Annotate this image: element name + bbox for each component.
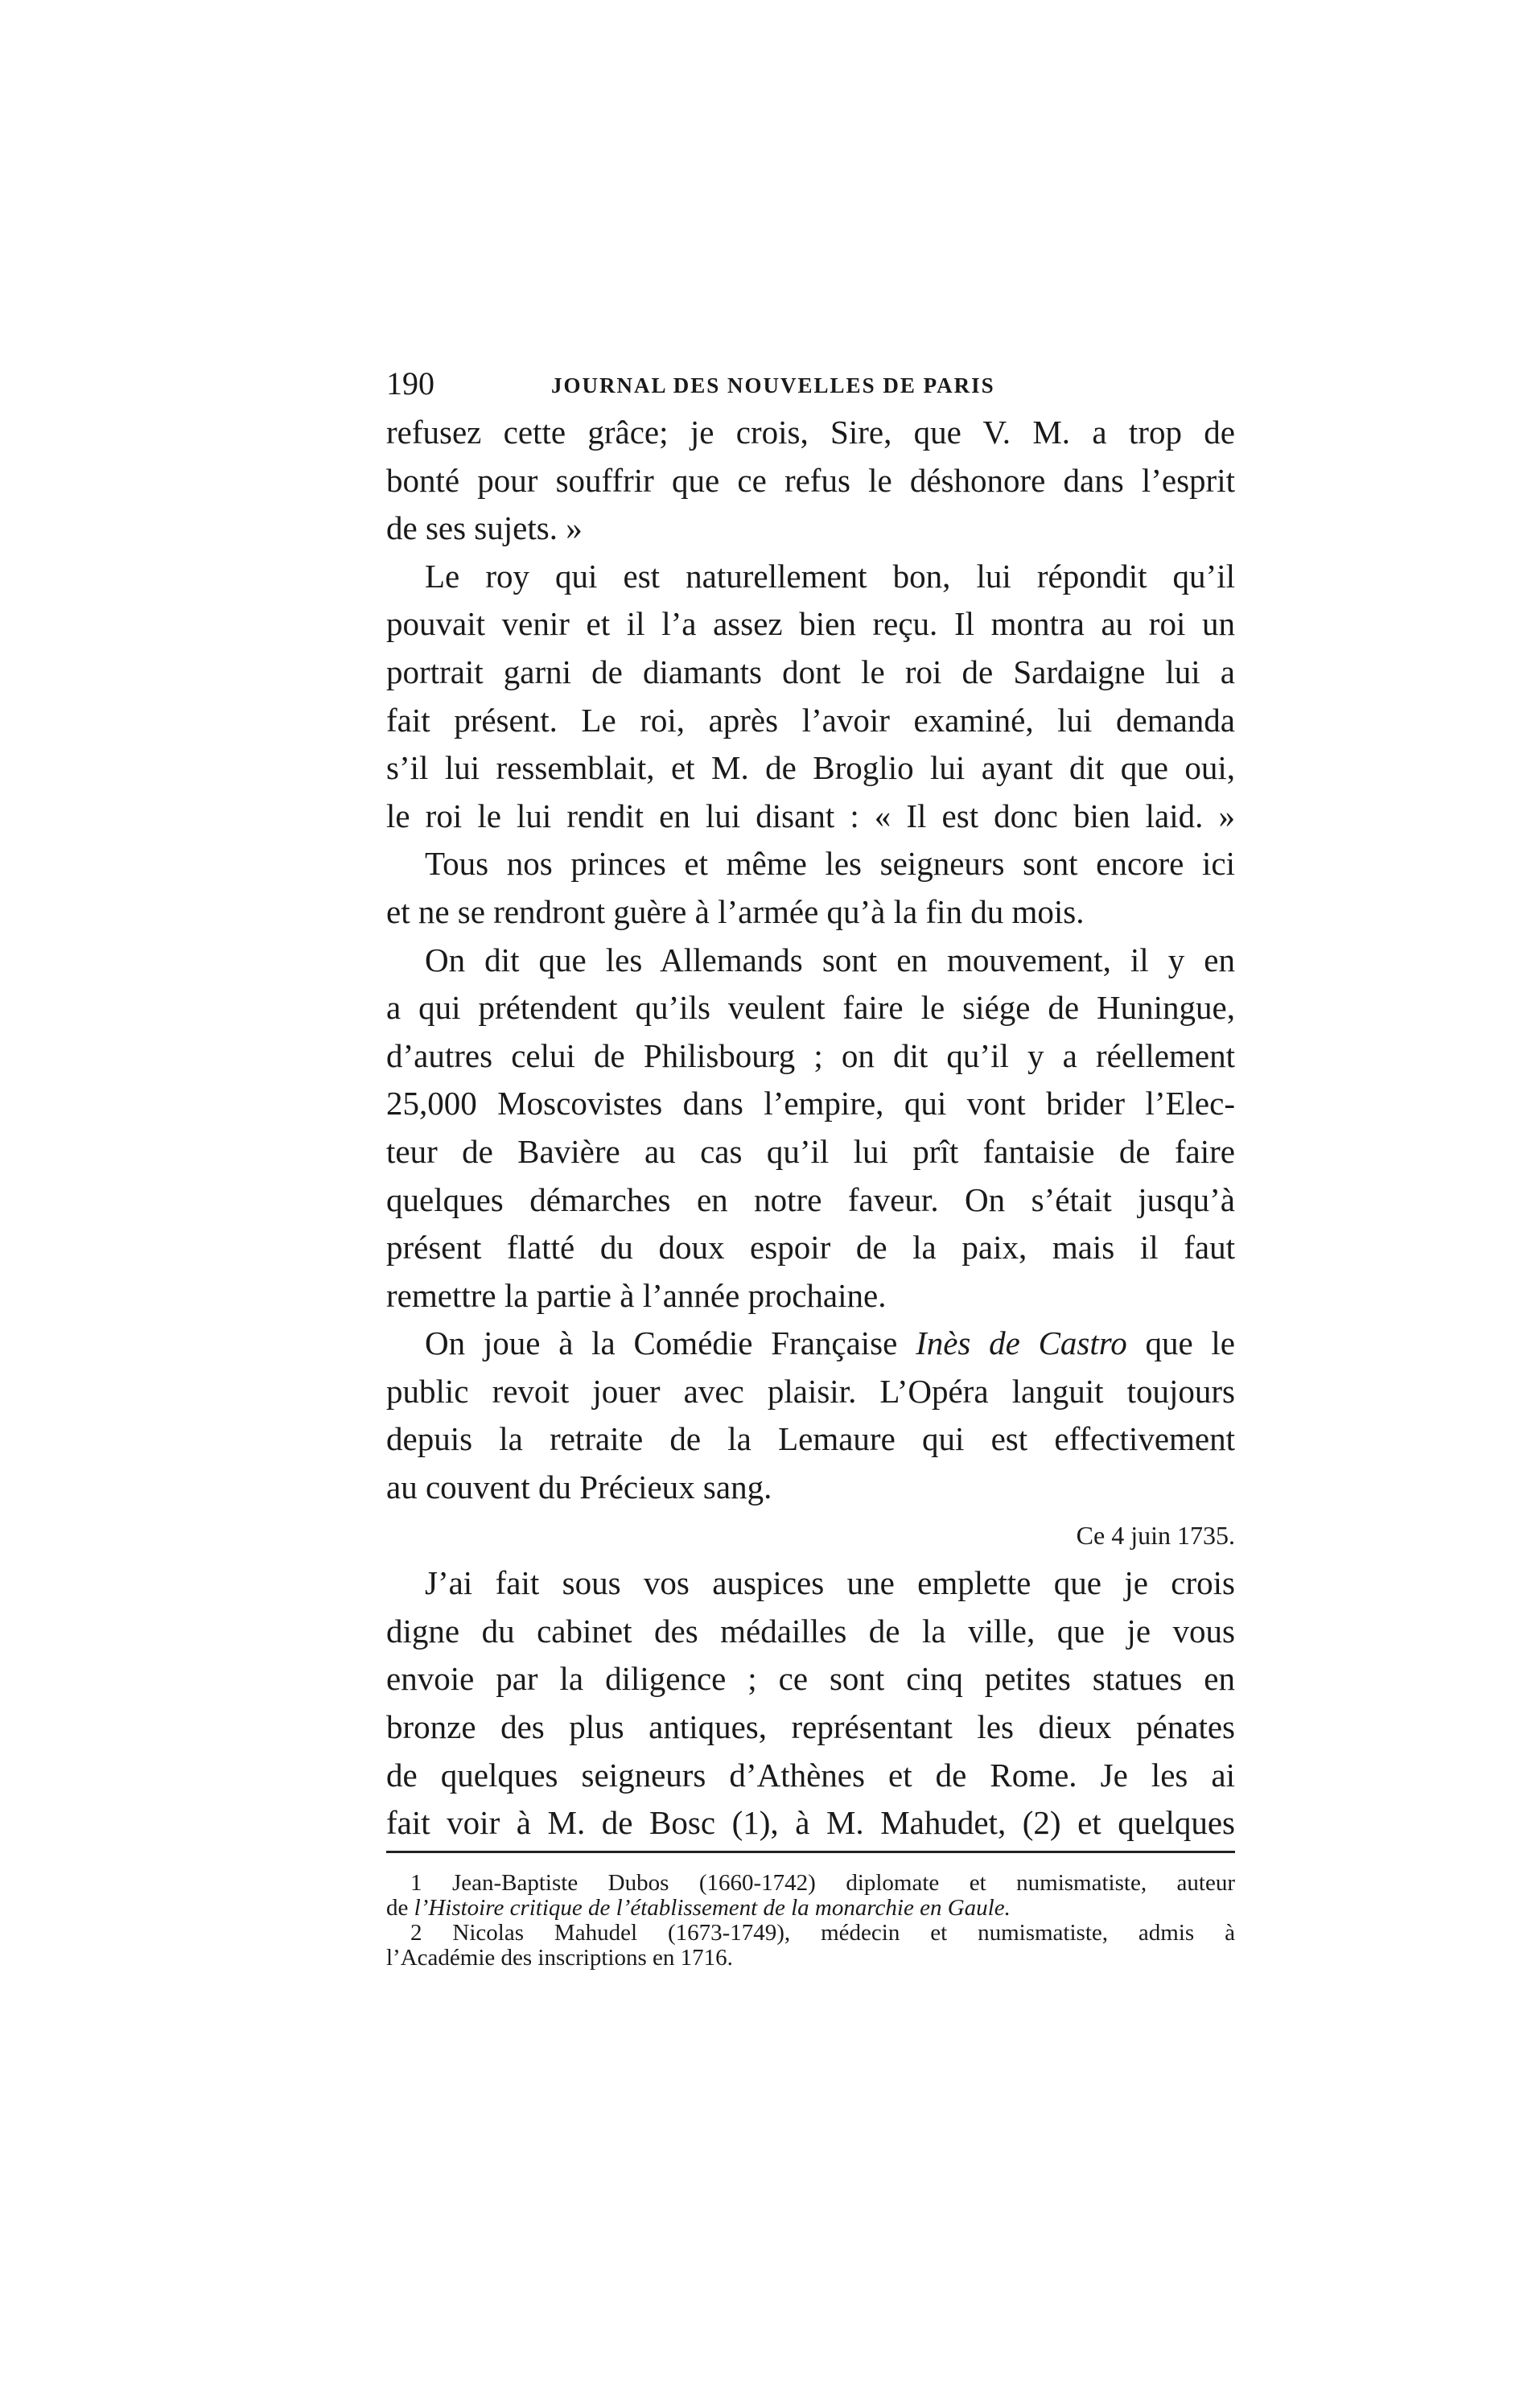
- text-line: refusez cette grâce; je crois, Sire, que V. M. a trop de: [386, 414, 1235, 451]
- text-line: fait voir à M. de Bosc (1), à M. Mahudet, (2) et quelques: [386, 1804, 1235, 1842]
- text-line: depuis la retraite de la Lemaure qui est effectivement: [386, 1420, 1235, 1458]
- text-line: fait présent. Le roi, après l’avoir examiné, lui demanda: [386, 701, 1235, 739]
- text-line: public revoit jouer avec plaisir. L’Opéra languit toujours: [386, 1372, 1235, 1410]
- text-segment: de: [386, 1895, 414, 1921]
- text-line: d’autres celui de Philisbourg ; on dit qu’il y a réellement: [386, 1036, 1235, 1074]
- footnote-line: l’Académie des inscriptions en 1716.: [386, 1945, 733, 1971]
- footnote-line: 2 Nicolas Mahudel (1673-1749), médecin et numismatiste, admis à: [410, 1920, 1235, 1946]
- text-line: présent flatté du doux espoir de la paix, mais il faut: [386, 1229, 1235, 1267]
- text-line: et ne se rendront guère à l’armée qu’à la fin du mois.: [386, 892, 1085, 930]
- book-title: l’Histoire critique de l’établissement de la monarchie en Gaule.: [414, 1895, 1011, 1921]
- text-line: Le roy qui est naturellement bon, lui répondit qu’il: [425, 557, 1235, 595]
- body-text: [386, 409, 1235, 1847]
- footnotes: [386, 1871, 1235, 1971]
- running-title: JOURNAL DES NOUVELLES DE PARIS: [551, 373, 995, 398]
- text-line: au couvent du Précieux sang.: [386, 1468, 772, 1506]
- text-line: de quelques seigneurs d’Athènes et de Rome. Je les ai: [386, 1756, 1235, 1794]
- page-header: [386, 364, 1231, 404]
- dateline: Ce 4 juin 1735.: [1076, 1520, 1235, 1550]
- text-line: [386, 1320, 1235, 1368]
- footnote-line: 1 Jean-Baptiste Dubos (1660-1742) diplomate et numismatiste, auteur: [410, 1870, 1235, 1896]
- text-line: J’ai fait sous vos auspices une emplette que je crois: [425, 1564, 1235, 1602]
- text-line: s’il lui ressemblait, et M. de Broglio lui ayant dit que oui,: [386, 749, 1235, 787]
- text-segment: que le: [1126, 1324, 1235, 1362]
- play-title: Inès de Castro: [916, 1324, 1127, 1362]
- text-line: bonté pour souffrir que ce refus le déshonore dans l’esprit: [386, 461, 1235, 499]
- text-line: pouvait venir et il l’a assez bien reçu. Il montra au roi un: [386, 605, 1235, 643]
- text-line: portrait garni de diamants dont le roi de Sardaigne lui a: [386, 653, 1235, 690]
- text-line: quelques démarches en notre faveur. On s’était jusqu’à: [386, 1180, 1235, 1218]
- footnote-rule: [386, 1851, 1235, 1853]
- text-line: le roi le lui rendit en lui disant : « Il est donc bien laid. »: [386, 797, 1235, 834]
- text-line: de ses sujets. »: [386, 509, 583, 547]
- text-line: teur de Bavière au cas qu’il lui prît fantaisie de faire: [386, 1132, 1235, 1170]
- text-line: envoie par la diligence ; ce sont cinq petites statues en: [386, 1660, 1235, 1698]
- text-line: Tous nos princes et même les seigneurs sont encore ici: [425, 845, 1235, 883]
- page-number: 190: [386, 365, 434, 402]
- text-line: remettre la partie à l’année prochaine.: [386, 1276, 887, 1314]
- text-line: a qui prétendent qu’ils veulent faire le siége de Huningue,: [386, 989, 1235, 1027]
- text-segment: On joue à la Comédie Française: [425, 1324, 916, 1362]
- text-line: digne du cabinet des médailles de la ville, que je vous: [386, 1612, 1235, 1650]
- footnote-line: [386, 1896, 1235, 1921]
- text-line: 25,000 Moscovistes dans l’empire, qui vont brider l’Elec-: [386, 1085, 1235, 1122]
- text-line: On dit que les Allemands sont en mouvement, il y en: [425, 941, 1235, 978]
- text-line: bronze des plus antiques, représentant les dieux pénates: [386, 1708, 1235, 1746]
